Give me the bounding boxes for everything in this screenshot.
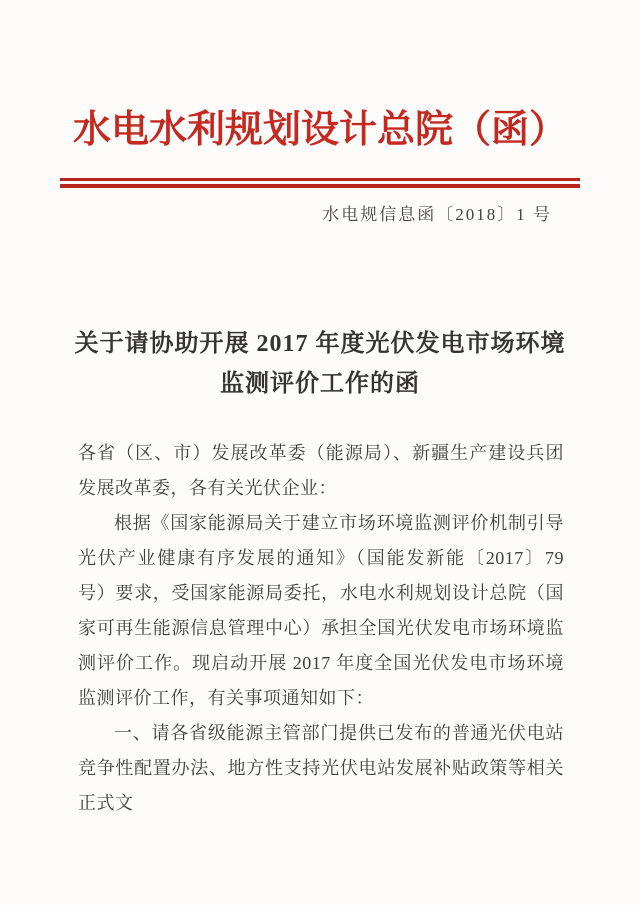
letterhead-org-title: 水电水利规划设计总院（函）: [72, 109, 567, 151]
paragraph-2: 一、请各省级能源主管部门提供已发布的普通光伏电站竞争性配置办法、地方性支持光伏电站发展补贴政策等相关正式文: [78, 723, 564, 813]
letter-title-line-1: 关于请协助开展 2017 年度光伏发电市场环境: [74, 331, 566, 357]
letterhead-double-rule: [60, 178, 580, 188]
letter-title-line-2: 监测评价工作的函: [220, 371, 420, 397]
letterhead: [0, 0, 640, 228]
letter-content: [0, 324, 640, 821]
salutation: 各省（区、市）发展改革委（能源局）、新疆生产建设兵团发展改革委，各有关光伏企业：: [78, 443, 564, 498]
letter-title: [50, 324, 590, 404]
paragraph-1: 根据《国家能源局关于建立市场环境监测评价机制引导光伏产业健康有序发展的通知》（国能发新能〔2017〕79 号）要求，受国家能源局委托，水电水利规划设计总院（国家可再生能源信息管理中心）承担全国光伏发电市场环境监测评价工作。现启动开展 2017 年度全国光伏发电市场环境监测评价工作，有关事项通知如下：: [78, 513, 564, 708]
letter-body: [78, 436, 564, 821]
doc-number: 水电规信息函〔2018〕1 号: [322, 205, 552, 224]
